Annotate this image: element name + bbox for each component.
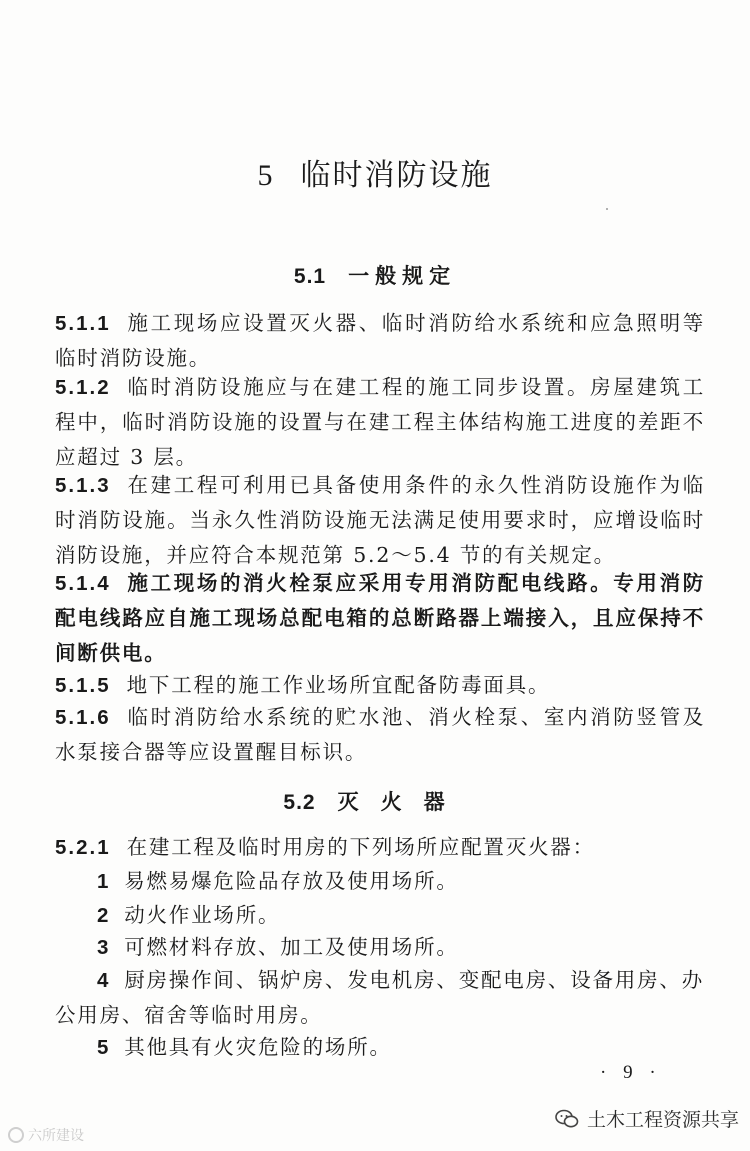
clause-5-1-1 <box>55 306 705 376</box>
clause-text: 临时消防设施应与在建工程的施工同步设置。房屋建筑工程中，临时消防设施的设置与在建工程主体结构施工进度的差距不应超过 3 层。 <box>55 375 705 469</box>
clause-text: 在建工程及临时用房的下列场所应配置灭火器： <box>126 835 595 859</box>
list-item <box>55 898 705 933</box>
section-number: 5.1 <box>293 265 327 288</box>
item-number: 1 <box>97 870 111 893</box>
chapter-number: 5 <box>257 159 275 192</box>
item-text: 动火作业场所。 <box>124 903 281 927</box>
item-number: 2 <box>97 904 111 927</box>
clause-number: 5.1.5 <box>55 674 111 697</box>
list-item <box>55 930 705 965</box>
clause-text: 地下工程的施工作业场所宜配备防毒面具。 <box>126 673 551 697</box>
page-number: · 9 · <box>600 1062 662 1083</box>
item-text: 可燃材料存放、加工及使用场所。 <box>124 935 459 959</box>
scan-speck <box>606 208 608 210</box>
clause-number: 5.1.3 <box>55 474 111 497</box>
clause-5-1-4 <box>55 566 705 671</box>
list-item <box>55 864 705 899</box>
watermark-right-text: 土木工程资源共享 <box>587 1110 740 1131</box>
clause-text: 施工现场的消火栓泵应采用专用消防配电线路。专用消防配电线路应自施工现场总配电箱的总断路器上端接入，且应保持不间断供电。 <box>55 571 705 665</box>
clause-number: 5.1.4 <box>55 572 111 595</box>
section-title <box>0 260 750 290</box>
item-number: 4 <box>97 969 111 992</box>
watermark-logo-icon <box>8 1127 24 1143</box>
list-item <box>55 1030 705 1065</box>
item-number: 3 <box>97 936 111 959</box>
clause-5-1-6 <box>55 700 705 770</box>
item-text: 易燃易爆危险品存放及使用场所。 <box>124 869 459 893</box>
item-text: 其他具有火灾危险的场所。 <box>124 1035 392 1059</box>
clause-text: 临时消防给水系统的贮水池、消火栓泵、室内消防竖管及水泵接合器等应设置醒目标识。 <box>55 705 705 764</box>
chapter-title-text: 临时消防设施 <box>300 158 493 193</box>
section-title-text: 灭火器 <box>337 789 467 814</box>
section-title <box>0 786 750 816</box>
watermark-left-text: 六所建设 <box>28 1127 84 1143</box>
item-text: 厨房操作间、锅炉房、发电机房、变配电房、设备用房、办公用房、宿舍等临时用房。 <box>55 968 705 1027</box>
clause-number: 5.1.1 <box>55 312 111 335</box>
clause-text: 在建工程可利用已具备使用条件的永久性消防设施作为临时消防设施。当永久性消防设施无法满足使用要求时，应增设临时消防设施，并应符合本规范第 5.2～5.4 节的有关规定。 <box>55 473 705 567</box>
item-number: 5 <box>97 1036 111 1059</box>
list-item <box>55 963 705 1033</box>
watermark-left <box>8 1125 84 1145</box>
clause-5-1-5 <box>55 668 705 703</box>
clause-5-2-1 <box>55 830 705 865</box>
wechat-icon <box>555 1108 579 1130</box>
section-number: 5.2 <box>283 791 316 814</box>
clause-number: 5.1.2 <box>55 376 111 399</box>
clause-number: 5.2.1 <box>55 836 111 859</box>
chapter-title <box>0 150 750 194</box>
watermark-right <box>555 1105 739 1132</box>
clause-5-1-3 <box>55 468 705 573</box>
clause-5-1-2 <box>55 370 705 475</box>
clause-number: 5.1.6 <box>55 706 111 729</box>
clause-text: 施工现场应设置灭火器、临时消防给水系统和应急照明等临时消防设施。 <box>55 311 705 370</box>
section-title-text: 一般规定 <box>348 263 457 288</box>
